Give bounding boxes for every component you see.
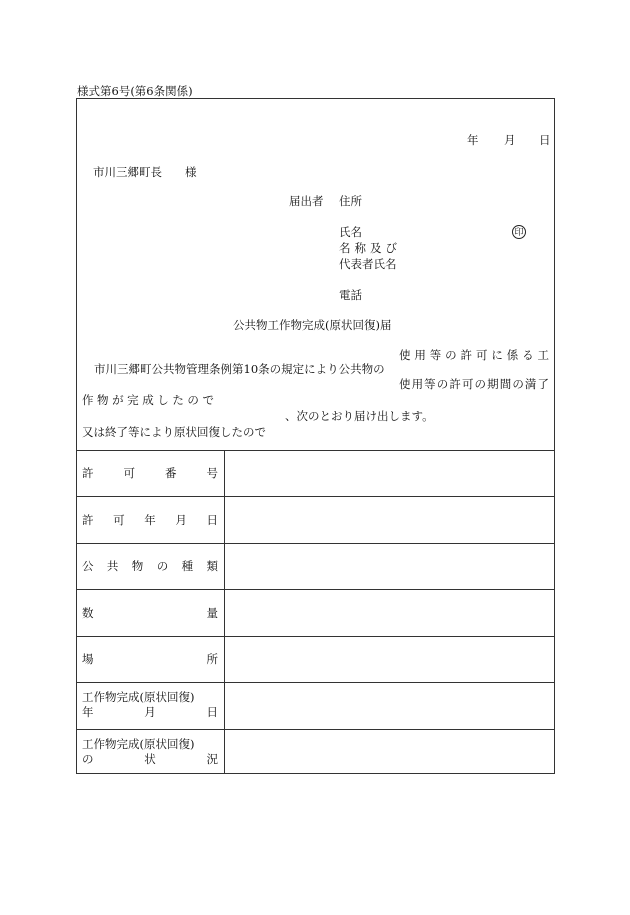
body-option2-b: 又は終了等により原状回復したので [82,425,266,439]
address-label: 住所 [339,194,362,208]
row-label-completion-status-line2: の状況 [82,752,218,766]
row-label-completion-status [82,737,218,767]
body-option1-b: 作物が完成したので [82,393,214,407]
value-cell-location[interactable] [225,637,554,682]
row-label-completion-date-line2: 年月日 [82,705,218,719]
value-cell-completion-status[interactable] [225,730,554,773]
value-cell-permit-date[interactable] [225,497,554,543]
row-label-permit-number: 許可番号 [82,466,218,480]
body-option2-a: 使用等の許可の期間の満了 [399,377,549,391]
name-label: 氏名 [339,225,362,239]
seal-mark: 印 [512,225,526,239]
row-label-location: 場所 [82,652,218,666]
applicant-label: 届出者 [289,194,324,208]
addressee: 市川三郷町長 様 [93,165,197,179]
row-label-completion-date [82,690,218,720]
value-cell-completion-date[interactable] [225,683,554,729]
row-label-permit-date: 許可年月日 [82,513,218,527]
row-label-completion-date-line1: 工作物完成(原状回復) [82,690,195,704]
date-year-label: 年 [467,133,479,147]
date-month-label: 月 [504,133,516,147]
value-cell-quantity[interactable] [225,590,554,636]
row-label-quantity: 数量 [82,606,218,620]
corp-name-label: 名称及び [339,241,397,255]
date-day-label: 日 [539,133,551,147]
body-lead: 市川三郷町公共物管理条例第10条の規定により公共物の [94,362,385,376]
body-closing: 、次のとおり届け出します。 [285,409,434,423]
value-cell-permit-number[interactable] [225,451,554,496]
row-label-completion-status-line1: 工作物完成(原状回復) [82,737,195,751]
body-option1-a: 使用等の許可に係る工 [399,348,549,362]
form-title: 様式第6号(第6条関係) [77,84,193,98]
row-label-object-type: 公共物の種類 [82,559,218,573]
representative-label: 代表者氏名 [339,257,397,271]
value-cell-object-type[interactable] [225,544,554,589]
phone-label: 電話 [339,288,362,302]
document-heading: 公共物工作物完成(原状回復)届 [233,318,392,332]
